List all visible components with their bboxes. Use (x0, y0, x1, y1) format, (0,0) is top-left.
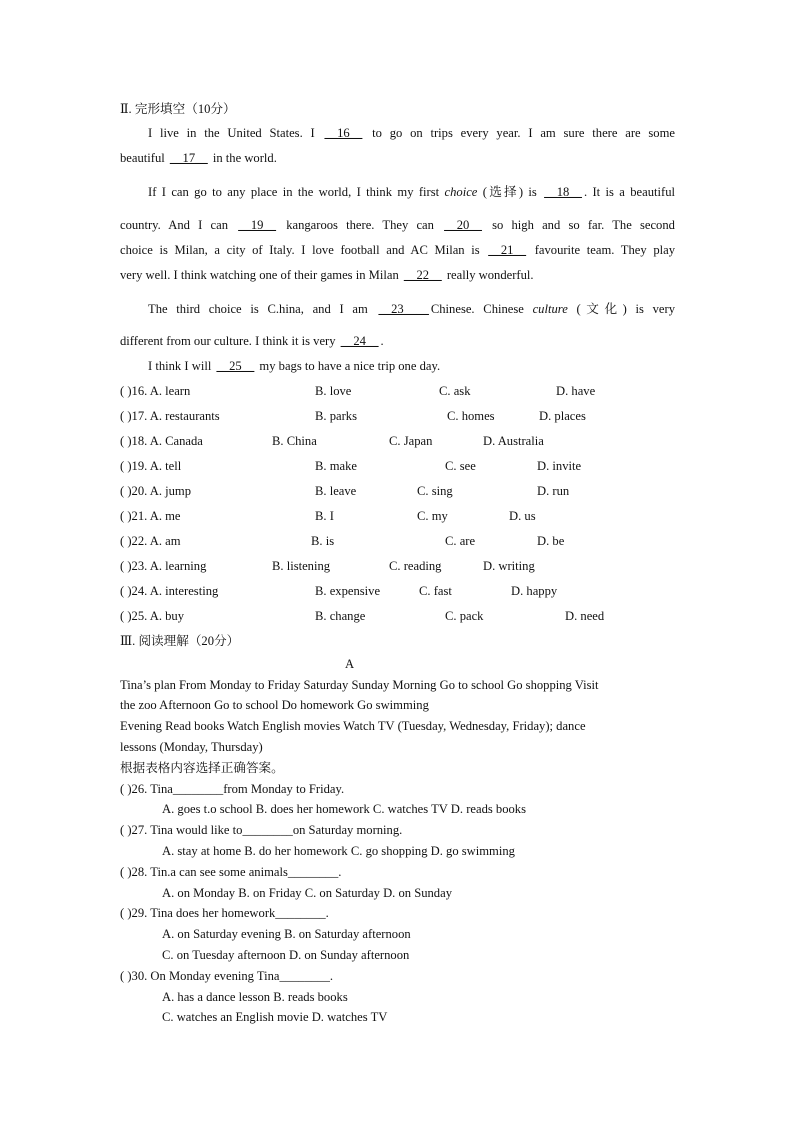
cloze-paragraph-1-line-1: I live in the United States. I __16__ to go on trips every year. I am sure there are some (148, 126, 675, 140)
blank-16[interactable]: __16__ (324, 126, 363, 140)
schedule-line-2: the zoo Afternoon Go to school Do homework Go swimming (120, 698, 429, 712)
option-16-b[interactable]: B. love (315, 384, 352, 398)
option-16-d[interactable]: D. have (556, 384, 596, 398)
question-28-options[interactable]: A. on Monday B. on Friday C. on Saturday D. on Sunday (162, 886, 452, 900)
option-25-d[interactable]: D. need (565, 609, 605, 623)
option-22-d[interactable]: D. be (537, 534, 565, 548)
blank-22[interactable]: __22__ (403, 268, 442, 282)
option-20-b[interactable]: B. leave (315, 484, 357, 498)
cloze-paragraph-3-line-2: different from our culture. I think it is very __24__ . (120, 334, 384, 348)
passage-label: A (345, 657, 355, 671)
schedule-line-3: Evening Read books Watch English movies Watch TV (Tuesday, Wednesday, Friday); dance (120, 719, 586, 733)
option-21-a[interactable]: ( )21. A. me (120, 509, 181, 523)
option-21-d[interactable]: D. us (509, 509, 536, 523)
option-19-d[interactable]: D. invite (537, 459, 582, 473)
question-27: ( )27. Tina would like to________on Saturday morning. (120, 823, 403, 837)
option-18-d[interactable]: D. Australia (483, 434, 544, 448)
blank-23[interactable]: __23____ (378, 302, 429, 316)
option-20-a[interactable]: ( )20. A. jump (120, 484, 192, 498)
schedule-line-4: lessons (Monday, Thursday) (120, 740, 263, 754)
question-26: ( )26. Tina________from Monday to Friday. (120, 782, 345, 796)
option-row-21 (120, 508, 680, 524)
option-18-b[interactable]: B. China (272, 434, 317, 448)
cloze-paragraph-2-line-2: country. And I can __19__ kangaroos there. They can __20__ so high and so far. The second (120, 218, 675, 232)
option-19-a[interactable]: ( )19. A. tell (120, 459, 182, 473)
option-16-a[interactable]: ( )16. A. learn (120, 384, 191, 398)
option-18-a[interactable]: ( )18. A. Canada (120, 434, 203, 448)
option-23-c[interactable]: C. reading (389, 559, 442, 573)
option-24-d[interactable]: D. happy (511, 584, 558, 598)
option-16-c[interactable]: C. ask (439, 384, 471, 398)
option-22-b[interactable]: B. is (311, 534, 335, 548)
option-row-18 (120, 433, 680, 449)
option-25-c[interactable]: C. pack (445, 609, 484, 623)
section-heading-cloze: Ⅱ. 完形填空（10分） (120, 102, 236, 116)
question-29-options-2[interactable]: C. on Tuesday afternoon D. on Sunday afternoon (162, 948, 410, 962)
option-25-a[interactable]: ( )25. A. buy (120, 609, 185, 623)
option-19-c[interactable]: C. see (445, 459, 476, 473)
option-row-23 (120, 558, 680, 574)
option-25-b[interactable]: B. change (315, 609, 366, 623)
option-20-d[interactable]: D. run (537, 484, 570, 498)
option-row-16 (120, 383, 680, 399)
question-29: ( )29. Tina does her homework________. (120, 906, 329, 920)
option-17-a[interactable]: ( )17. A. restaurants (120, 409, 220, 423)
blank-21[interactable]: __21__ (488, 243, 527, 257)
question-30-options-1[interactable]: A. has a dance lesson B. reads books (162, 990, 348, 1004)
option-row-24 (120, 583, 680, 599)
option-row-19 (120, 458, 680, 474)
option-21-b[interactable]: B. I (315, 509, 334, 523)
option-22-a[interactable]: ( )22. A. am (120, 534, 181, 548)
blank-17[interactable]: __17__ (169, 151, 208, 165)
option-row-22 (120, 533, 680, 549)
option-23-b[interactable]: B. listening (272, 559, 331, 573)
cloze-paragraph-3-line-1: The third choice is C.hina, and I am __23____ Chinese. Chinese culture (文化) is very (148, 302, 675, 316)
question-27-options[interactable]: A. stay at home B. do her homework C. go shopping D. go swimming (162, 844, 515, 858)
option-17-d[interactable]: D. places (539, 409, 586, 423)
question-26-options[interactable]: A. goes t.o school B. does her homework C. watches TV D. reads books (162, 802, 527, 816)
option-17-c[interactable]: C. homes (447, 409, 495, 423)
cloze-paragraph-2-line-3: choice is Milan, a city of Italy. I love football and AC Milan is __21__ favourite team. They play (120, 243, 675, 257)
blank-19[interactable]: __19__ (238, 218, 276, 232)
cloze-paragraph-2-line-4: very well. I think watching one of their games in Milan __22__ really wonderful. (120, 268, 534, 282)
section-heading-reading: Ⅲ. 阅读理解（20分） (120, 634, 240, 648)
blank-18[interactable]: __18__ (544, 185, 582, 199)
option-row-25 (120, 608, 680, 624)
option-23-d[interactable]: D. writing (483, 559, 535, 573)
reading-instruction: 根据表格内容选择正确答案。 (120, 761, 284, 775)
question-30: ( )30. On Monday evening Tina________. (120, 969, 334, 983)
option-21-c[interactable]: C. my (417, 509, 448, 523)
cloze-paragraph-1-line-2: beautiful __17__ in the world. (120, 151, 277, 165)
option-22-c[interactable]: C. are (445, 534, 476, 548)
option-19-b[interactable]: B. make (315, 459, 357, 473)
option-24-c[interactable]: C. fast (419, 584, 452, 598)
option-24-a[interactable]: ( )24. A. interesting (120, 584, 219, 598)
option-17-b[interactable]: B. parks (315, 409, 357, 423)
question-30-options-2[interactable]: C. watches an English movie D. watches TV (162, 1010, 388, 1024)
cloze-paragraph-4: I think I will __25__ my bags to have a nice trip one day. (148, 359, 441, 373)
option-row-20 (120, 483, 680, 499)
blank-24[interactable]: __24__ (340, 334, 379, 348)
schedule-line-1: Tina’s plan From Monday to Friday Saturday Sunday Morning Go to school Go shopping Visit (120, 678, 599, 692)
option-24-b[interactable]: B. expensive (315, 584, 381, 598)
option-18-c[interactable]: C. Japan (389, 434, 433, 448)
blank-20[interactable]: __20__ (444, 218, 482, 232)
option-20-c[interactable]: C. sing (417, 484, 453, 498)
cloze-paragraph-2-line-1: If I can go to any place in the world, I think my first choice (选择) is __18__ . It is a beautiful (148, 185, 675, 199)
option-row-17 (120, 408, 680, 424)
option-23-a[interactable]: ( )23. A. learning (120, 559, 207, 573)
question-28: ( )28. Tin.a can see some animals________. (120, 865, 342, 879)
question-29-options-1[interactable]: A. on Saturday evening B. on Saturday afternoon (162, 927, 411, 941)
blank-25[interactable]: __25__ (216, 359, 255, 373)
